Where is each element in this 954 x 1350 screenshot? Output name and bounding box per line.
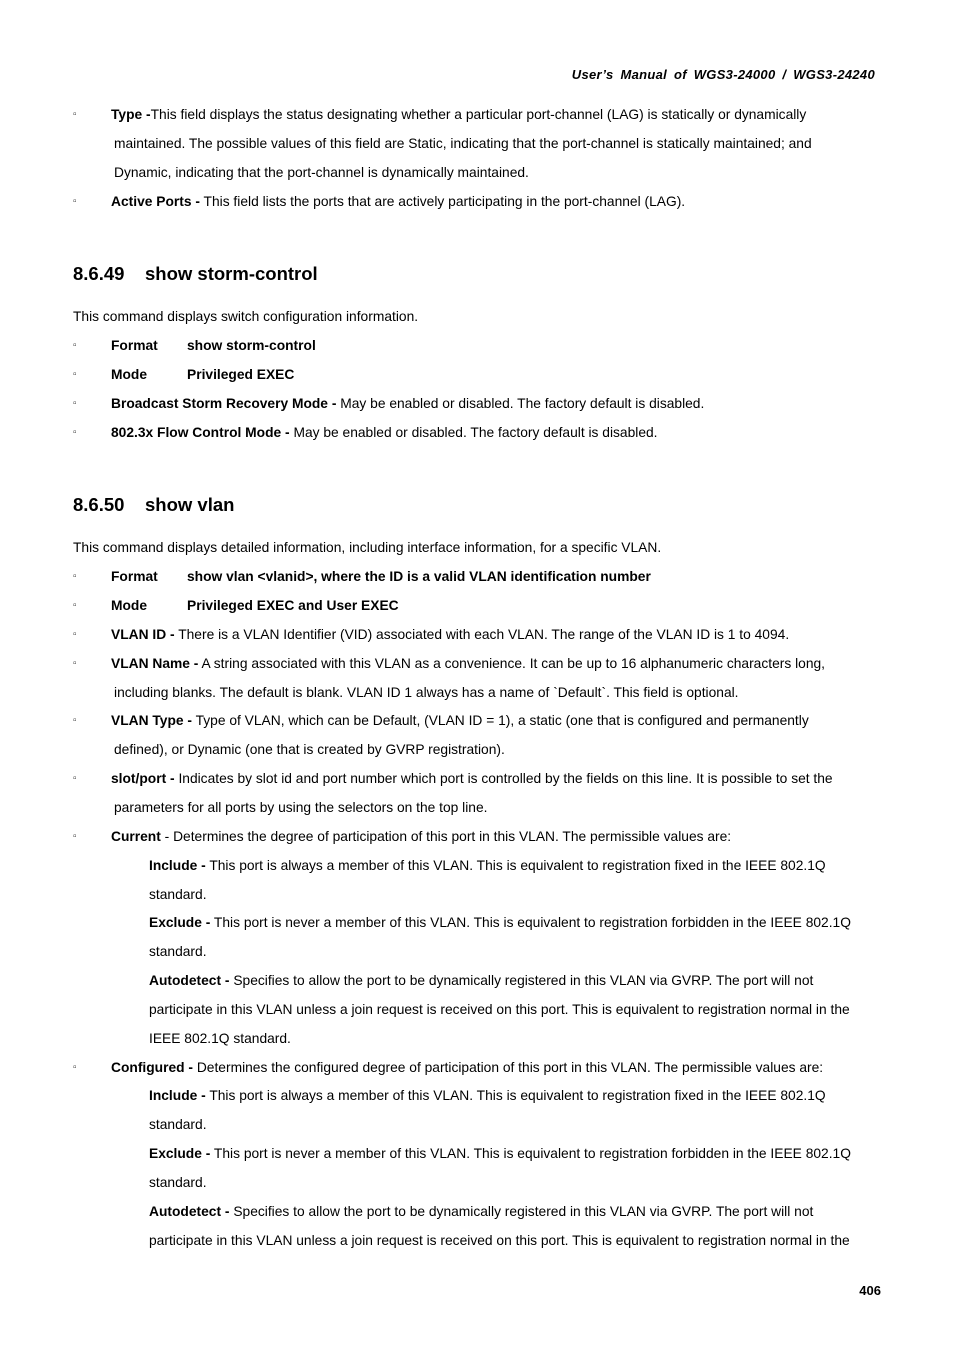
sub-text-cont: standard. [149,1174,207,1190]
list-item [73,1054,891,1083]
bullet-icon: ▫ [73,1062,77,1073]
item-label: 802.3x Flow Control Mode - [111,425,290,440]
bullet-icon: ▫ [73,831,77,842]
item-text: There is a VLAN Identifier (VID) associated with each VLAN. The range of the VLAN ID is 1 to 4094. [174,627,790,642]
sub-item-exclude [149,909,889,967]
bullet-icon: ▫ [73,340,77,351]
list-item [73,101,891,187]
section-number: 8.6.50 [73,494,125,515]
item-text-cont: maintained. The possible values of this field are Static, indicating that the port-channel is statically maintained; and [114,135,812,151]
mode-row [73,361,891,390]
format-value: show vlan <vlanid>, where the ID is a valid VLAN identification number [187,569,651,584]
sub-text-cont: participate in this VLAN unless a join request is received on this port. This is equivalent to registration normal in the [149,1232,850,1248]
sub-label: Include - [149,1088,206,1103]
bullet-icon: ▫ [73,109,77,120]
sub-label: Autodetect - [149,973,230,988]
sub-item-autodetect [149,1198,889,1256]
sub-text: This port is always a member of this VLAN. This is equivalent to registration fixed in the IEEE 802.1Q [205,1088,826,1103]
bullet-icon: ▫ [73,773,77,784]
item-label: VLAN ID - [111,627,175,642]
list-item [73,419,891,448]
sub-text: Specifies to allow the port to be dynamically registered in this VLAN via GVRP. The port will not [229,973,814,988]
sub-text-cont: standard. [149,943,207,959]
section-heading [73,494,234,516]
sub-item-include [149,1082,889,1140]
item-text: A string associated with this VLAN as a convenience. It can be up to 16 alphanumeric characters long, [198,656,825,671]
item-label: slot/port - [111,771,175,786]
item-text-cont: parameters for all ports by using the selectors on the top line. [114,799,488,815]
list-item [73,188,891,217]
item-text: May be enabled or disabled. The factory default is disabled. [336,396,705,411]
sub-item-autodetect [149,967,889,1053]
item-label: Broadcast Storm Recovery Mode - [111,396,337,411]
bullet-icon: ▫ [73,715,77,726]
bullet-icon: ▫ [73,427,77,438]
item-label: Active Ports - [111,194,200,209]
bullet-icon: ▫ [73,369,77,380]
sub-text: This port is never a member of this VLAN. This is equivalent to registration forbidden in the IEEE 802.1Q [210,1146,851,1161]
sub-text: This port is never a member of this VLAN. This is equivalent to registration forbidden in the IEEE 802.1Q [210,915,851,930]
sub-item-include [149,852,889,910]
section-heading [73,263,318,285]
mode-row [73,592,891,621]
bullet-icon: ▫ [73,629,77,640]
mode-value: Privileged EXEC and User EXEC [187,598,399,613]
format-key: Format [111,569,158,584]
item-label: Configured - [111,1060,193,1075]
sub-text-cont: standard. [149,886,207,902]
section-number: 8.6.49 [73,263,125,284]
item-label: Type - [111,107,151,122]
format-row [73,332,891,361]
bullet-icon: ▫ [73,571,77,582]
bullet-icon: ▫ [73,196,77,207]
page-number: 406 [859,1283,881,1298]
item-text-cont: including blanks. The default is blank. VLAN ID 1 always has a name of `Default`. This field is optional. [114,684,739,700]
sub-label: Autodetect - [149,1204,230,1219]
list-item [73,765,891,823]
mode-key: Mode [111,598,148,613]
sub-label: Exclude - [149,915,211,930]
item-text: Indicates by slot id and port number which port is controlled by the fields on this line. It is possible to set the [174,771,833,786]
sub-text: Specifies to allow the port to be dynamically registered in this VLAN via GVRP. The port will not [229,1204,814,1219]
sub-label: Include - [149,858,206,873]
item-text: This field lists the ports that are actively participating in the port-channel (LAG). [199,194,686,209]
format-key: Format [111,338,158,353]
section-title: show storm-control [145,263,318,284]
mode-key: Mode [111,367,148,382]
item-label: VLAN Name - [111,656,199,671]
item-text-cont: defined), or Dynamic (one that is created by GVRP registration). [114,741,505,757]
sub-label: Exclude - [149,1146,211,1161]
list-item [73,390,891,419]
format-value: show storm-control [187,338,316,353]
item-text: Type of VLAN, which can be Default, (VLAN ID = 1), a static (one that is configured and permanently [192,713,809,728]
item-text: This field displays the status designating whether a particular port-channel (LAG) is statically or dynamically [150,107,807,122]
sub-text-cont: IEEE 802.1Q standard. [149,1030,291,1046]
item-label: VLAN Type - [111,713,192,728]
mode-value: Privileged EXEC [187,367,295,382]
item-text: May be enabled or disabled. The factory default is disabled. [289,425,658,440]
sub-item-exclude [149,1140,889,1198]
sub-text: This port is always a member of this VLAN. This is equivalent to registration fixed in the IEEE 802.1Q [205,858,826,873]
sub-text-cont: standard. [149,1116,207,1132]
item-text: Determines the configured degree of participation of this port in this VLAN. The permissible values are: [193,1060,824,1075]
bullet-icon: ▫ [73,398,77,409]
section-description: This command displays switch configuration information. [73,309,419,324]
item-text: - Determines the degree of participation of this port in this VLAN. The permissible values are: [160,829,732,844]
format-row [73,563,891,592]
list-item [73,823,891,852]
section-description: This command displays detailed information, including interface information, for a specific VLAN. [73,540,662,555]
list-item [73,621,891,650]
list-item [73,650,891,708]
list-item [73,707,891,765]
item-text-cont: Dynamic, indicating that the port-channel is dynamically maintained. [114,164,529,180]
bullet-icon: ▫ [73,658,77,669]
section-title: show vlan [145,494,235,515]
sub-text-cont: participate in this VLAN unless a join request is received on this port. This is equivalent to registration normal in the [149,1001,850,1017]
item-label: Current [111,829,161,844]
page-header: User’s Manual of WGS3-24000 / WGS3-24240 [571,67,875,82]
bullet-icon: ▫ [73,600,77,611]
